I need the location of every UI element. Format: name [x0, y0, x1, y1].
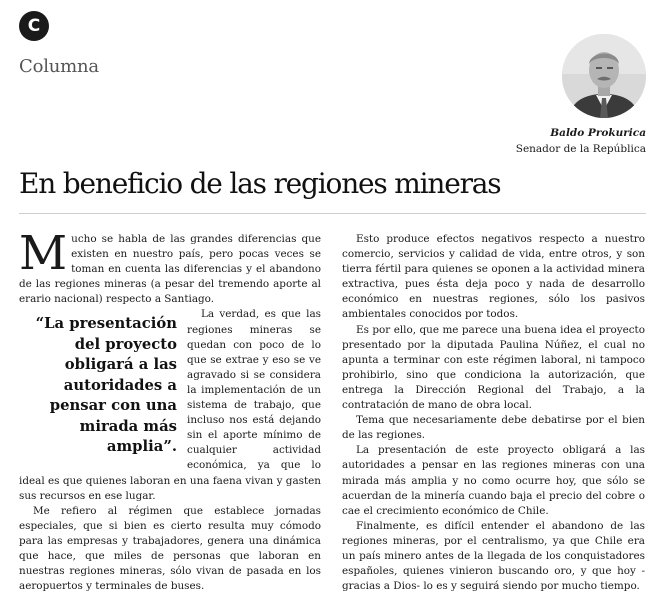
paragraph-2	[19, 307, 321, 503]
article-title: En beneficio de las regiones mineras	[19, 167, 501, 200]
drop-cap: M	[19, 226, 68, 281]
author-photo	[562, 34, 646, 118]
paragraph-5: Es por ello, que me parece una buena idea el proyecto presentado por la diputada Paulina Núñez, el cual no apunta a terminar con este régimen laboral, ni tampoco prohibirlo, sino que condiciona la autorización, que entrega la Dirección Regional del Trabajo, a la contratación de mano de obra local.	[342, 323, 645, 412]
article-column-right	[342, 232, 645, 594]
paragraph-1-text: ucho se habla de las grandes diferencias que existen en nuestro país, pero pocas veces se toman en cuenta las diferencias y el abandono de las regiones mineras (a pesar del tremendo aporte al erario nacional) respecto a Santiago.	[19, 233, 321, 306]
paragraph-3: Me refiero al régimen que establece jornadas especiales, que si bien es cierto resulta muy cómodo para las empresas y trabajadores, genera una dinámica que hace, que miles de personas que laboran en nuestras regiones mineras, sólo vivan de pasada en los aeropuertos y terminales de buses.	[19, 504, 321, 593]
column-badge: C	[19, 11, 49, 41]
paragraph-1	[19, 226, 321, 307]
paragraph-4: Esto produce efectos negativos respecto a nuestro comercio, servicios y calidad de vida, entre otros, y son tierra fértil para quienes se oponen a la actividad minera extractiva, pues ésta deja poco y nada de desarrollo económico en nuestras regiones, sólo los pasivos ambientales conocidos por todos.	[342, 233, 645, 321]
title-divider	[19, 213, 646, 214]
author-name: Baldo Prokurica	[550, 127, 646, 139]
paragraph-6: Tema que necesariamente debe debatirse por el bien de las regiones.	[342, 414, 645, 442]
author-portrait-icon	[562, 34, 646, 118]
pull-quote: “La presentación del proyecto obligará a las autoridades a pensar con una mirada más amplia”.	[35, 315, 177, 456]
paragraph-8: Finalmente, es difícil entender el abandono de las regiones mineras, por el centralismo, ya que Chile era un país minero antes de la llegada de los conquistadores españoles, quienes vinieron buscando oro, y que hoy -gracias a Dios- lo es y seguirá siendo por mucho tiempo.	[342, 519, 645, 593]
section-label: Columna	[19, 56, 99, 77]
paragraph-2-text: La verdad, es que las regiones mineras se quedan con poco de lo que se extrae y eso se ve agravado si se considera la implementación de un sistema de trabajo, que incluso nos está dejando sin el aporte mínimo de cualquier actividad económica, ya que lo ideal es que quienes laboran en una faena vivan y gasten sus recursos en ese lugar.	[19, 308, 321, 502]
article-column-left	[19, 226, 321, 594]
author-role: Senador de la República	[515, 143, 646, 155]
paragraph-7: La presentación de este proyecto obligará a las autoridades a pensar en las regiones mineras con una mirada más amplia y no como ocurre hoy, que sólo se acuerdan de la minería cuando baja el precio del cobre o cae el crecimiento económico de Chile.	[342, 444, 645, 517]
